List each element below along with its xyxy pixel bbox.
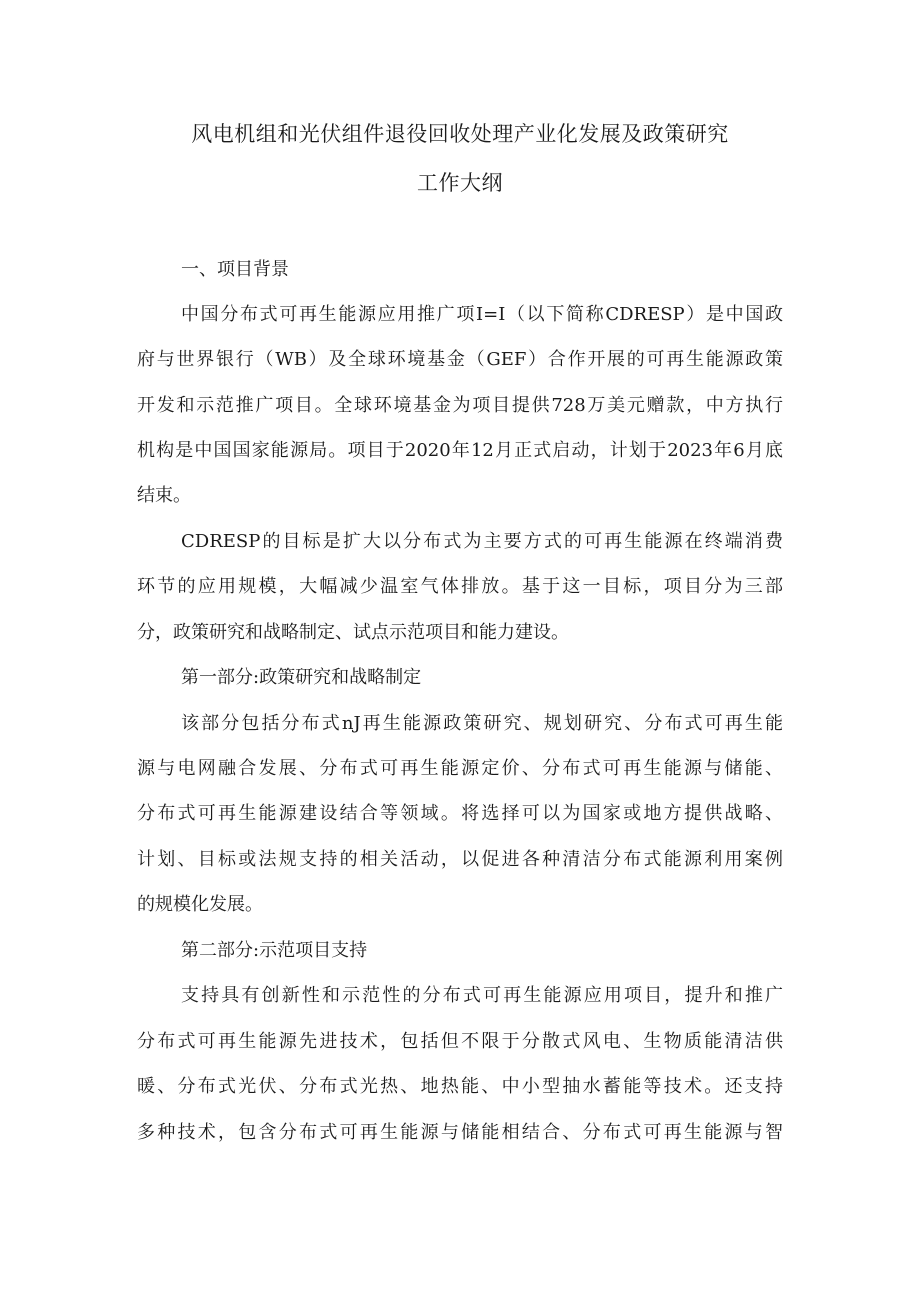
paragraph-4-line-2: 分布式可再生能源先进技术，包括但不限于分散式风电、生物质能清洁供	[137, 1031, 783, 1052]
document-title-line-2: 工作大纲	[417, 171, 503, 195]
paragraph-1-line-1: 中国分布式可再生能源应用推广项I=I（以下简称CDRESP）是中国政	[181, 304, 783, 325]
paragraph-2-line-2: 环节的应用规模，大幅减少温室气体排放。基于这一目标，项目分为三部	[137, 576, 783, 597]
paragraph-3-line-5: 的规模化发展。	[137, 894, 263, 915]
paragraph-4-line-3: 暖、分布式光伏、分布式光热、地热能、中小型抽水蓄能等技术。还支持	[137, 1076, 783, 1097]
document-title-line-1: 风电机组和光伏组件退役回收处理产业化发展及政策研究	[191, 122, 729, 146]
paragraph-3-line-1: 该部分包括分布式nJ再生能源政策研究、规划研究、分布式可再生能	[181, 713, 783, 734]
paragraph-1-line-5: 结束。	[137, 485, 191, 506]
paragraph-3-line-4: 计划、目标或法规支持的相关活动，以促进各种清洁分布式能源利用案例	[137, 849, 783, 870]
paragraph-1-line-3: 开发和示范推广项目。全球环境基金为项目提供728万美元赠款，中方执行	[137, 395, 783, 416]
paragraph-3-line-3: 分布式可再生能源建设结合等领域。将选择可以为国家或地方提供战略、	[137, 803, 783, 824]
part-1-heading: 第一部分:政策研究和战略制定	[181, 667, 422, 688]
paragraph-3-line-2: 源与电网融合发展、分布式可再生能源定价、分布式可再生能源与储能、	[137, 758, 783, 779]
paragraph-4-line-1: 支持具有创新性和示范性的分布式可再生能源应用项目，提升和推广	[181, 985, 783, 1006]
paragraph-4-line-4: 多种技术，包含分布式可再生能源与储能相结合、分布式可再生能源与智	[137, 1122, 783, 1143]
paragraph-2-line-1: CDRESP的目标是扩大以分布式为主要方式的可再生能源在终端消费	[181, 531, 783, 552]
section-heading-background: 一、项目背景	[181, 259, 289, 280]
part-2-heading: 第二部分:示范项目支持	[181, 940, 368, 961]
paragraph-2-line-3: 分，政策研究和战略制定、试点示范项目和能力建设。	[137, 622, 569, 643]
paragraph-1-line-2: 府与世界银行（WB）及全球环境基金（GEF）合作开展的可再生能源政策	[137, 349, 783, 370]
paragraph-1-line-4: 机构是中国国家能源局。项目于2020年12月正式启动，计划于2023年6月底	[137, 440, 783, 461]
